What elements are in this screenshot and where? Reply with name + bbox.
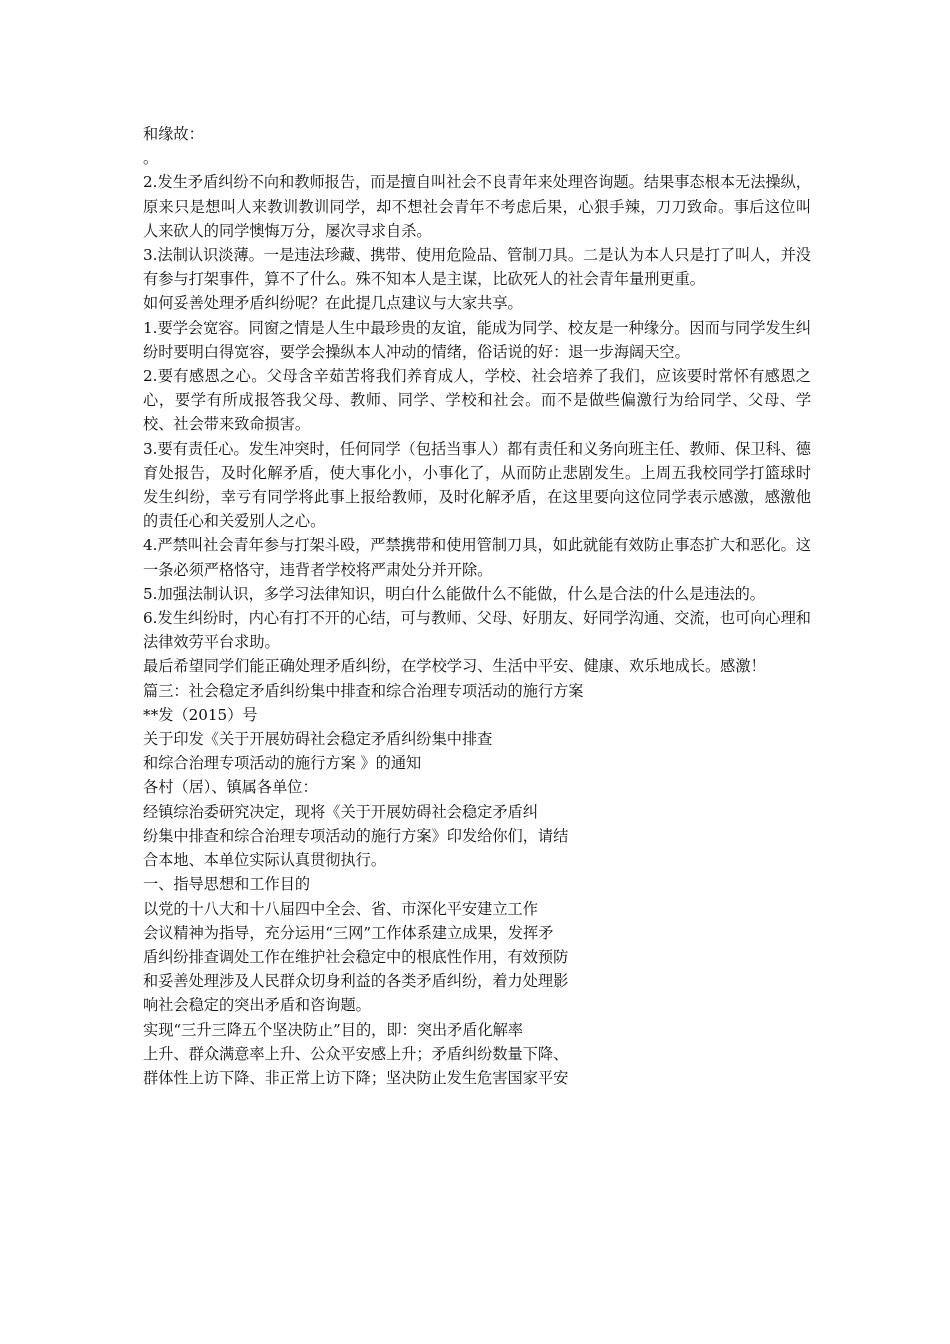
section-heading: 篇三：社会稳定矛盾纠纷集中排查和综合治理专项活动的施行方案: [143, 681, 584, 700]
notice-title-line: 关于印发《关于开展妨碍社会稳定矛盾纠纷集中排查: [143, 730, 493, 749]
text-line: 实现“三升三降五个坚决防止”目的，即：突出矛盾化解率: [143, 1020, 524, 1039]
paragraph: 5.加强法制认识，多学习法律知识，明白什么能做什么不能做，什么是合法的什么是违法的。: [143, 584, 765, 603]
paragraph: 。: [143, 149, 159, 168]
text-line: 纷集中排查和综合治理专项活动的施行方案》印发给你们，请结: [143, 826, 569, 845]
paragraph: 和缘故：: [143, 125, 204, 143]
text-line: 群体性上访下降、非正常上访下降；坚决防止发生危害国家平安: [143, 1068, 569, 1087]
notice-title-line: 和综合治理专项活动的施行方案 》的通知: [143, 754, 422, 773]
text-line: 上升、群众满意率上升、公众平安感上升；矛盾纠纷数量下降、: [143, 1044, 569, 1063]
text-line: 盾纠纷排查调处工作在维护社会稳定中的根底性作用，有效预防: [143, 947, 569, 966]
paragraph: 2.要有感恩之心。父母含辛茹苦将我们养育成人，学校、社会培养了我们，应该要时常怀有感恩之心，要学有所成报答我父母、教师、同学、学校和社会。而不是做些偏激行为给同学、父母、学校、社会带来致命损害。: [143, 367, 811, 434]
document-body: [143, 122, 811, 1090]
paragraph: 4.严禁叫社会青年参与打架斗殴，严禁携带和使用管制刀具，如此就能有效防止事态扩大和恶化。这一条必须严格恪守，违背者学校将严肃处分并开除。: [143, 536, 811, 579]
paragraph: 最后希望同学们能正确处理矛盾纠纷，在学校学习、生活中平安、健康、欢乐地成长。感激！: [143, 657, 766, 676]
document-number: **发（2015）号: [143, 705, 258, 724]
text-line: 经镇综治委研究决定，现将《关于开展妨碍社会稳定矛盾纠: [143, 802, 538, 821]
text-line: 和妥善处理涉及人民群众切身利益的各类矛盾纠纷，着力处理影: [143, 972, 569, 991]
text-line: 响社会稳定的突出矛盾和咨询题。: [143, 996, 371, 1015]
paragraph: 3.要有责任心。发生冲突时，任何同学（包括当事人）都有责任和义务向班主任、教师、保卫科、德育处报告，及时化解矛盾，使大事化小，小事化了，从而防止悲剧发生。上周五我校同学打篮球时发生纠纷，幸亏有同学将此事上报给教师，及时化解矛盾，在这里要向这位同学表示感激，感激他的责任心和关爱别人之心。: [143, 439, 811, 531]
text-line: 会议精神为指导，充分运用“三网”工作体系建立成果，发挥矛: [143, 923, 554, 942]
subsection-heading: 一、指导思想和工作目的: [143, 875, 311, 894]
addressee-line: 各村（居）、镇属各单位：: [143, 778, 318, 797]
text-line: 合本地、本单位实际认真贯彻执行。: [143, 851, 386, 870]
paragraph: 1.要学会宽容。同窗之情是人生中最珍贵的友谊，能成为同学、校友是一种缘分。因而与同学发生纠纷时要明白得宽容，要学会操纵本人冲动的情绪，俗话说的好：退一步海阔天空。: [143, 318, 811, 361]
paragraph: 3.法制认识淡薄。一是违法珍藏、携带、使用危险品、管制刀具。二是认为本人只是打了叫人，并没有参与打架事件，算不了什么。殊不知本人是主谋，比砍死人的社会青年量刑更重。: [143, 246, 811, 289]
text-line: 以党的十八大和十八届四中全会、省、市深化平安建立工作: [143, 899, 538, 918]
paragraph: 6.发生纠纷时，内心有打不开的心结，可与教师、父母、好朋友、好同学沟通、交流，也可向心理和法律效劳平台求助。: [143, 609, 811, 652]
paragraph: 如何妥善处理矛盾纠纷呢？在此提几点建议与大家共享。: [143, 294, 523, 313]
paragraph: 2.发生矛盾纠纷不向和教师报告，而是擅自叫社会不良青年来处理咨询题。结果事态根本无法操纵，原来只是想叫人来教训教训同学，却不想社会青年不考虑后果，心狠手辣，刀刀致命。事后这位叫人来砍人的同学懊悔万分，屡次寻求自杀。: [143, 173, 811, 240]
